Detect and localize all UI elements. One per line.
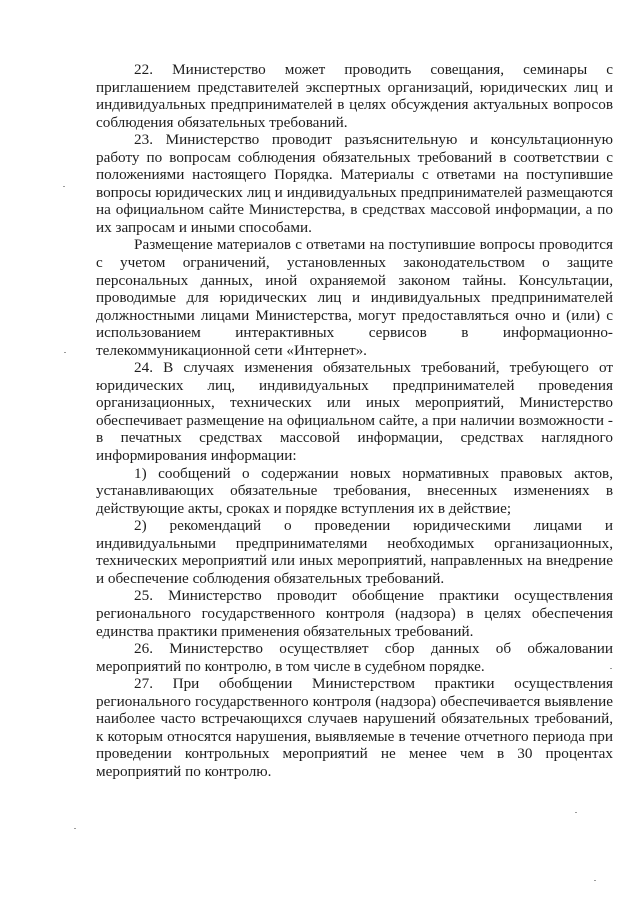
paragraph-23: 23. Министерство проводит разъяснительную и консультационную работу по вопросам соблюдения обязательных требований в соответствии с положениями настоящего Порядка. Материалы с ответами на поступившие вопросы юридических лиц и индивидуальных предпринимателей размещаются на официальном сайте Министерства, в средствах массовой информации, а по их запросам и иными способами. xyxy=(96,131,613,236)
paragraph-23-placement: Размещение материалов с ответами на поступившие вопросы проводится с учетом ограничений, установленных законодательством о защите персональных данных, иной охраняемой законом тайны. Консультации, проводимые для юридических лиц и индивидуальных предпринимателей должностными лицами Министерства, могут предоставляться очно и (или) с использованием интерактивных сервисов в информационно-телекоммуникационной сети «Интернет». xyxy=(96,236,613,359)
scan-speck xyxy=(63,186,65,187)
scan-speck xyxy=(610,668,612,669)
paragraph-22: 22. Министерство может проводить совещания, семинары с приглашением представителей экспертных организаций, юридических лиц и индивидуальных предпринимателей в целях обсуждения актуальных вопросов соблюдения обязательных требований. xyxy=(96,61,613,131)
scan-speck xyxy=(74,828,76,829)
scan-speck xyxy=(575,812,577,813)
paragraph-27: 27. При обобщении Министерством практики осуществления регионального государственного контроля (надзора) обеспечивается выявление наиболее часто встречающихся случаев нарушений обязательных требований, к которым относятся нарушения, выявляемые в течение отчетного периода при проведении контрольных мероприятий не менее чем в 30 процентах мероприятий по контролю. xyxy=(96,675,613,780)
paragraph-26: 26. Министерство осуществляет сбор данных об обжаловании мероприятий по контролю, в том числе в судебном порядке. xyxy=(96,640,613,675)
paragraph-24-item-1: 1) сообщений о содержании новых нормативных правовых актов, устанавливающих обязательные требования, внесенных изменениях в действующие акты, сроках и порядке вступления их в действие; xyxy=(96,464,613,517)
document-body xyxy=(96,61,613,780)
paragraph-24: 24. В случаях изменения обязательных требований, требующего от юридических лиц, индивидуальных предпринимателей проведения организационных, технических или иных мероприятий, Министерство обеспечивает размещение на официальном сайте, а при наличии возможности - в печатных средствах массовой информации, средствах наглядного информирования информации: xyxy=(96,359,613,465)
paragraph-24-item-2: 2) рекомендаций о проведении юридическими лицами и индивидуальными предпринимателями необходимых организационных, технических мероприятий или иных мероприятий, направленных на внедрение и обеспечение соблюдения обязательных требований. xyxy=(96,517,613,587)
scan-speck xyxy=(594,880,596,881)
scan-speck xyxy=(64,352,66,353)
paragraph-25: 25. Министерство проводит обобщение практики осуществления регионального государственного контроля (надзора) в целях обеспечения единства практики применения обязательных требований. xyxy=(96,587,613,640)
